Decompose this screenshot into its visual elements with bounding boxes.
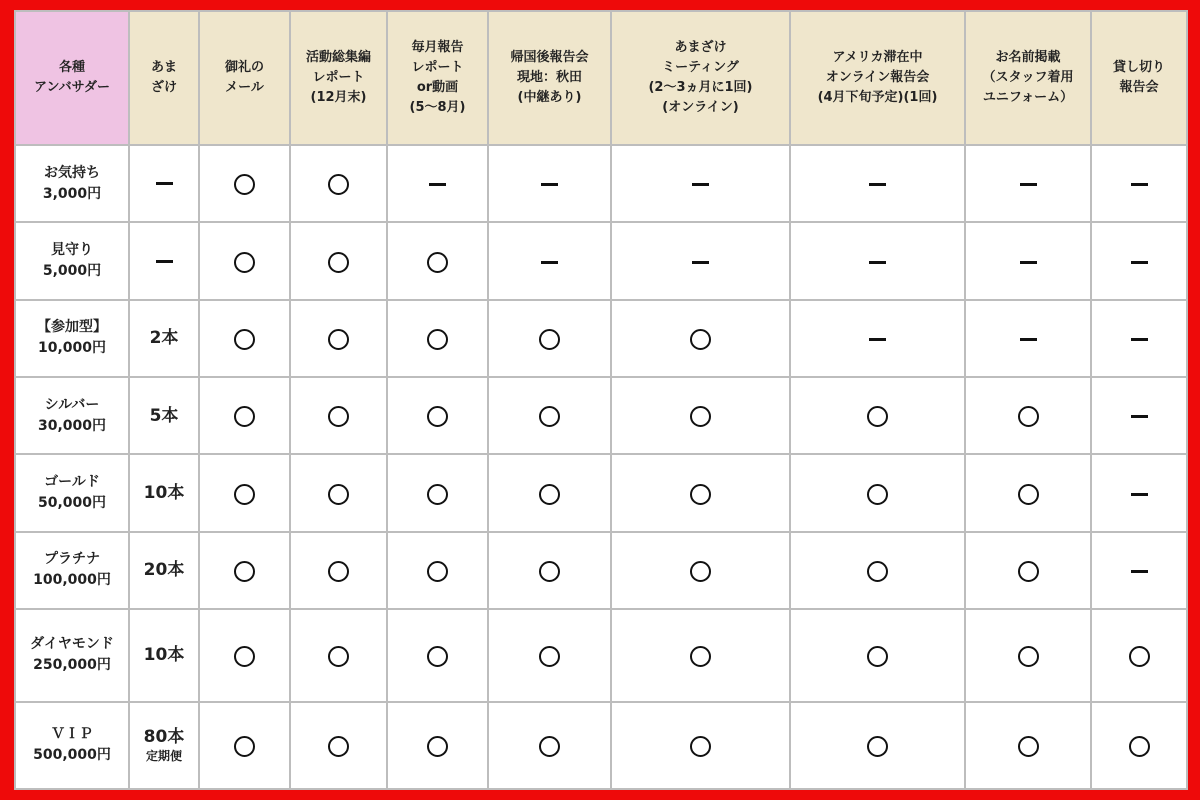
circle-mark xyxy=(539,406,560,427)
benefit-cell xyxy=(1091,702,1187,789)
benefit-cell xyxy=(290,222,387,299)
benefit-cell xyxy=(1091,377,1187,454)
header-monthly-report: 毎月報告 レポート or動画 (5～8月) xyxy=(387,11,488,145)
benefit-cell xyxy=(199,300,290,377)
benefit-cell xyxy=(387,702,488,789)
dash-mark xyxy=(541,183,558,186)
circle-mark xyxy=(427,406,448,427)
circle-mark xyxy=(1129,736,1150,757)
dash-mark xyxy=(156,260,173,263)
tier-price: 250,000円 xyxy=(33,657,111,674)
benefit-cell xyxy=(290,702,387,789)
benefit-cell xyxy=(611,377,790,454)
tier-price: 50,000円 xyxy=(37,495,107,512)
circle-mark xyxy=(690,561,711,582)
dash-mark xyxy=(1131,493,1148,496)
table-row xyxy=(15,377,1187,454)
header-online-report: アメリカ滞在中 オンライン報告会 (4月下旬予定)(1回) xyxy=(790,11,965,145)
benefit-cell xyxy=(1091,609,1187,701)
tier-price: 100,000円 xyxy=(33,572,111,589)
comparison-table-frame xyxy=(14,10,1186,790)
tier-name: プラチナ xyxy=(44,551,100,568)
benefit-cell xyxy=(387,609,488,701)
amazake-count: 80本 xyxy=(143,727,185,748)
tier-name: ＶＩＰ xyxy=(51,726,93,743)
tier-name: 見守り xyxy=(51,242,93,259)
dash-mark xyxy=(869,183,886,186)
header-amazake: あま ざけ xyxy=(129,11,199,145)
circle-mark xyxy=(867,736,888,757)
benefit-cell xyxy=(387,222,488,299)
header-summary-report: 活動総集編 レポート (12月末) xyxy=(290,11,387,145)
amazake-cell xyxy=(129,454,199,531)
dash-mark xyxy=(1131,183,1148,186)
circle-mark xyxy=(690,406,711,427)
circle-mark xyxy=(539,484,560,505)
circle-mark xyxy=(1018,561,1039,582)
circle-mark xyxy=(328,406,349,427)
benefit-cell xyxy=(965,609,1091,701)
amazake-cell xyxy=(129,609,199,701)
benefit-cell xyxy=(387,145,488,222)
circle-mark xyxy=(427,736,448,757)
amazake-count: 10本 xyxy=(143,645,185,666)
header-return-report-meeting: 帰国後報告会 現地：秋田 (中継あり) xyxy=(488,11,611,145)
amazake-cell xyxy=(129,532,199,609)
tier-name: お気持ち xyxy=(44,164,100,181)
benefit-cell xyxy=(290,377,387,454)
dash-mark xyxy=(1020,183,1037,186)
dash-mark xyxy=(1131,415,1148,418)
row-label xyxy=(15,145,129,222)
circle-mark xyxy=(427,484,448,505)
row-label xyxy=(15,222,129,299)
circle-mark xyxy=(690,646,711,667)
header-name-listing: お名前掲載 （スタッフ着用 ユニフォーム） xyxy=(965,11,1091,145)
amazake-count: 10本 xyxy=(143,483,185,504)
benefit-cell xyxy=(965,702,1091,789)
benefit-cell xyxy=(965,454,1091,531)
benefit-cell xyxy=(1091,222,1187,299)
benefit-cell xyxy=(965,222,1091,299)
dash-mark xyxy=(1020,261,1037,264)
amazake-cell xyxy=(129,300,199,377)
circle-mark xyxy=(234,646,255,667)
benefit-cell xyxy=(387,532,488,609)
benefit-cell xyxy=(965,145,1091,222)
benefit-cell xyxy=(199,377,290,454)
benefit-cell xyxy=(611,145,790,222)
dash-mark xyxy=(429,183,446,186)
circle-mark xyxy=(328,174,349,195)
circle-mark xyxy=(1018,484,1039,505)
amazake-note: 定期便 xyxy=(145,749,182,764)
benefit-cell xyxy=(1091,454,1187,531)
row-label xyxy=(15,300,129,377)
circle-mark xyxy=(234,252,255,273)
benefit-cell xyxy=(199,702,290,789)
dash-mark xyxy=(692,261,709,264)
table-row xyxy=(15,300,1187,377)
benefit-cell xyxy=(290,454,387,531)
header-amazake-meeting: あまざけ ミーティング (2～3ヵ月に1回) (オンライン) xyxy=(611,11,790,145)
row-label xyxy=(15,454,129,531)
dash-mark xyxy=(156,182,173,185)
benefit-cell xyxy=(199,454,290,531)
amazake-cell xyxy=(129,145,199,222)
circle-mark xyxy=(427,561,448,582)
benefit-cell xyxy=(199,532,290,609)
benefit-cell xyxy=(790,300,965,377)
amazake-count: 2本 xyxy=(149,328,179,349)
circle-mark xyxy=(867,646,888,667)
circle-mark xyxy=(539,736,560,757)
benefit-cell xyxy=(488,454,611,531)
table-row xyxy=(15,532,1187,609)
circle-mark xyxy=(690,736,711,757)
amazake-count: 20本 xyxy=(143,560,185,581)
table-row xyxy=(15,222,1187,299)
tier-price: 500,000円 xyxy=(33,747,111,764)
circle-mark xyxy=(328,561,349,582)
benefit-cell xyxy=(387,300,488,377)
circle-mark xyxy=(234,561,255,582)
tier-name: ダイヤモンド xyxy=(30,636,114,653)
amazake-cell xyxy=(129,377,199,454)
benefit-cell xyxy=(1091,145,1187,222)
benefit-cell xyxy=(488,609,611,701)
circle-mark xyxy=(234,329,255,350)
benefit-cell xyxy=(290,532,387,609)
circle-mark xyxy=(539,646,560,667)
circle-mark xyxy=(328,329,349,350)
circle-mark xyxy=(867,484,888,505)
dash-mark xyxy=(1131,261,1148,264)
dash-mark xyxy=(541,261,558,264)
benefit-cell xyxy=(790,532,965,609)
benefit-cell xyxy=(488,300,611,377)
circle-mark xyxy=(328,484,349,505)
table-row xyxy=(15,702,1187,789)
tier-price: 10,000円 xyxy=(37,340,107,357)
circle-mark xyxy=(690,484,711,505)
table-row xyxy=(15,609,1187,701)
amazake-cell xyxy=(129,222,199,299)
benefit-cell xyxy=(387,454,488,531)
circle-mark xyxy=(427,646,448,667)
circle-mark xyxy=(1018,736,1039,757)
benefit-cell xyxy=(965,377,1091,454)
benefit-cell xyxy=(199,145,290,222)
benefit-cell xyxy=(611,532,790,609)
header-private-report: 貸し切り 報告会 xyxy=(1091,11,1187,145)
circle-mark xyxy=(328,736,349,757)
benefit-cell xyxy=(488,222,611,299)
benefit-cell xyxy=(790,609,965,701)
benefit-cell xyxy=(488,702,611,789)
dash-mark xyxy=(869,261,886,264)
circle-mark xyxy=(234,406,255,427)
circle-mark xyxy=(427,329,448,350)
circle-mark xyxy=(427,252,448,273)
tier-name: ゴールド xyxy=(44,474,100,491)
circle-mark xyxy=(328,252,349,273)
circle-mark xyxy=(328,646,349,667)
benefit-cell xyxy=(1091,532,1187,609)
circle-mark xyxy=(867,406,888,427)
benefit-cell xyxy=(387,377,488,454)
benefit-cell xyxy=(488,532,611,609)
ambassador-benefits-table xyxy=(14,10,1188,790)
table-row xyxy=(15,454,1187,531)
dash-mark xyxy=(1131,570,1148,573)
circle-mark xyxy=(1018,406,1039,427)
row-label xyxy=(15,609,129,701)
table-row xyxy=(15,145,1187,222)
amazake-count: 5本 xyxy=(149,405,179,426)
circle-mark xyxy=(234,736,255,757)
benefit-cell xyxy=(611,454,790,531)
circle-mark xyxy=(1018,646,1039,667)
circle-mark xyxy=(234,174,255,195)
circle-mark xyxy=(539,561,560,582)
dash-mark xyxy=(1020,338,1037,341)
benefit-cell xyxy=(290,300,387,377)
benefit-cell xyxy=(488,145,611,222)
circle-mark xyxy=(690,329,711,350)
dash-mark xyxy=(1131,338,1148,341)
benefit-cell xyxy=(790,702,965,789)
tier-price: 30,000円 xyxy=(37,417,107,434)
benefit-cell xyxy=(790,145,965,222)
benefit-cell xyxy=(199,222,290,299)
tier-name: 【参加型】 xyxy=(37,319,107,336)
circle-mark xyxy=(234,484,255,505)
benefit-cell xyxy=(611,609,790,701)
circle-mark xyxy=(867,561,888,582)
row-label xyxy=(15,377,129,454)
benefit-cell xyxy=(790,454,965,531)
tier-name: シルバー xyxy=(44,396,100,413)
benefit-cell xyxy=(965,300,1091,377)
benefit-cell xyxy=(290,609,387,701)
dash-mark xyxy=(692,183,709,186)
benefit-cell xyxy=(290,145,387,222)
benefit-cell xyxy=(790,222,965,299)
circle-mark xyxy=(1129,646,1150,667)
benefit-cell xyxy=(1091,300,1187,377)
header-row xyxy=(15,11,1187,145)
circle-mark xyxy=(539,329,560,350)
row-label xyxy=(15,702,129,789)
benefit-cell xyxy=(790,377,965,454)
benefit-cell xyxy=(611,222,790,299)
row-label xyxy=(15,532,129,609)
dash-mark xyxy=(869,338,886,341)
benefit-cell xyxy=(199,609,290,701)
benefit-cell xyxy=(611,702,790,789)
header-ambassador-type: 各種 アンバサダー xyxy=(15,11,129,145)
tier-price: 5,000円 xyxy=(42,263,102,280)
header-thank-you-mail: 御礼の メール xyxy=(199,11,290,145)
benefit-cell xyxy=(965,532,1091,609)
benefit-cell xyxy=(611,300,790,377)
tier-price: 3,000円 xyxy=(42,185,102,202)
benefit-cell xyxy=(488,377,611,454)
amazake-cell xyxy=(129,702,199,789)
